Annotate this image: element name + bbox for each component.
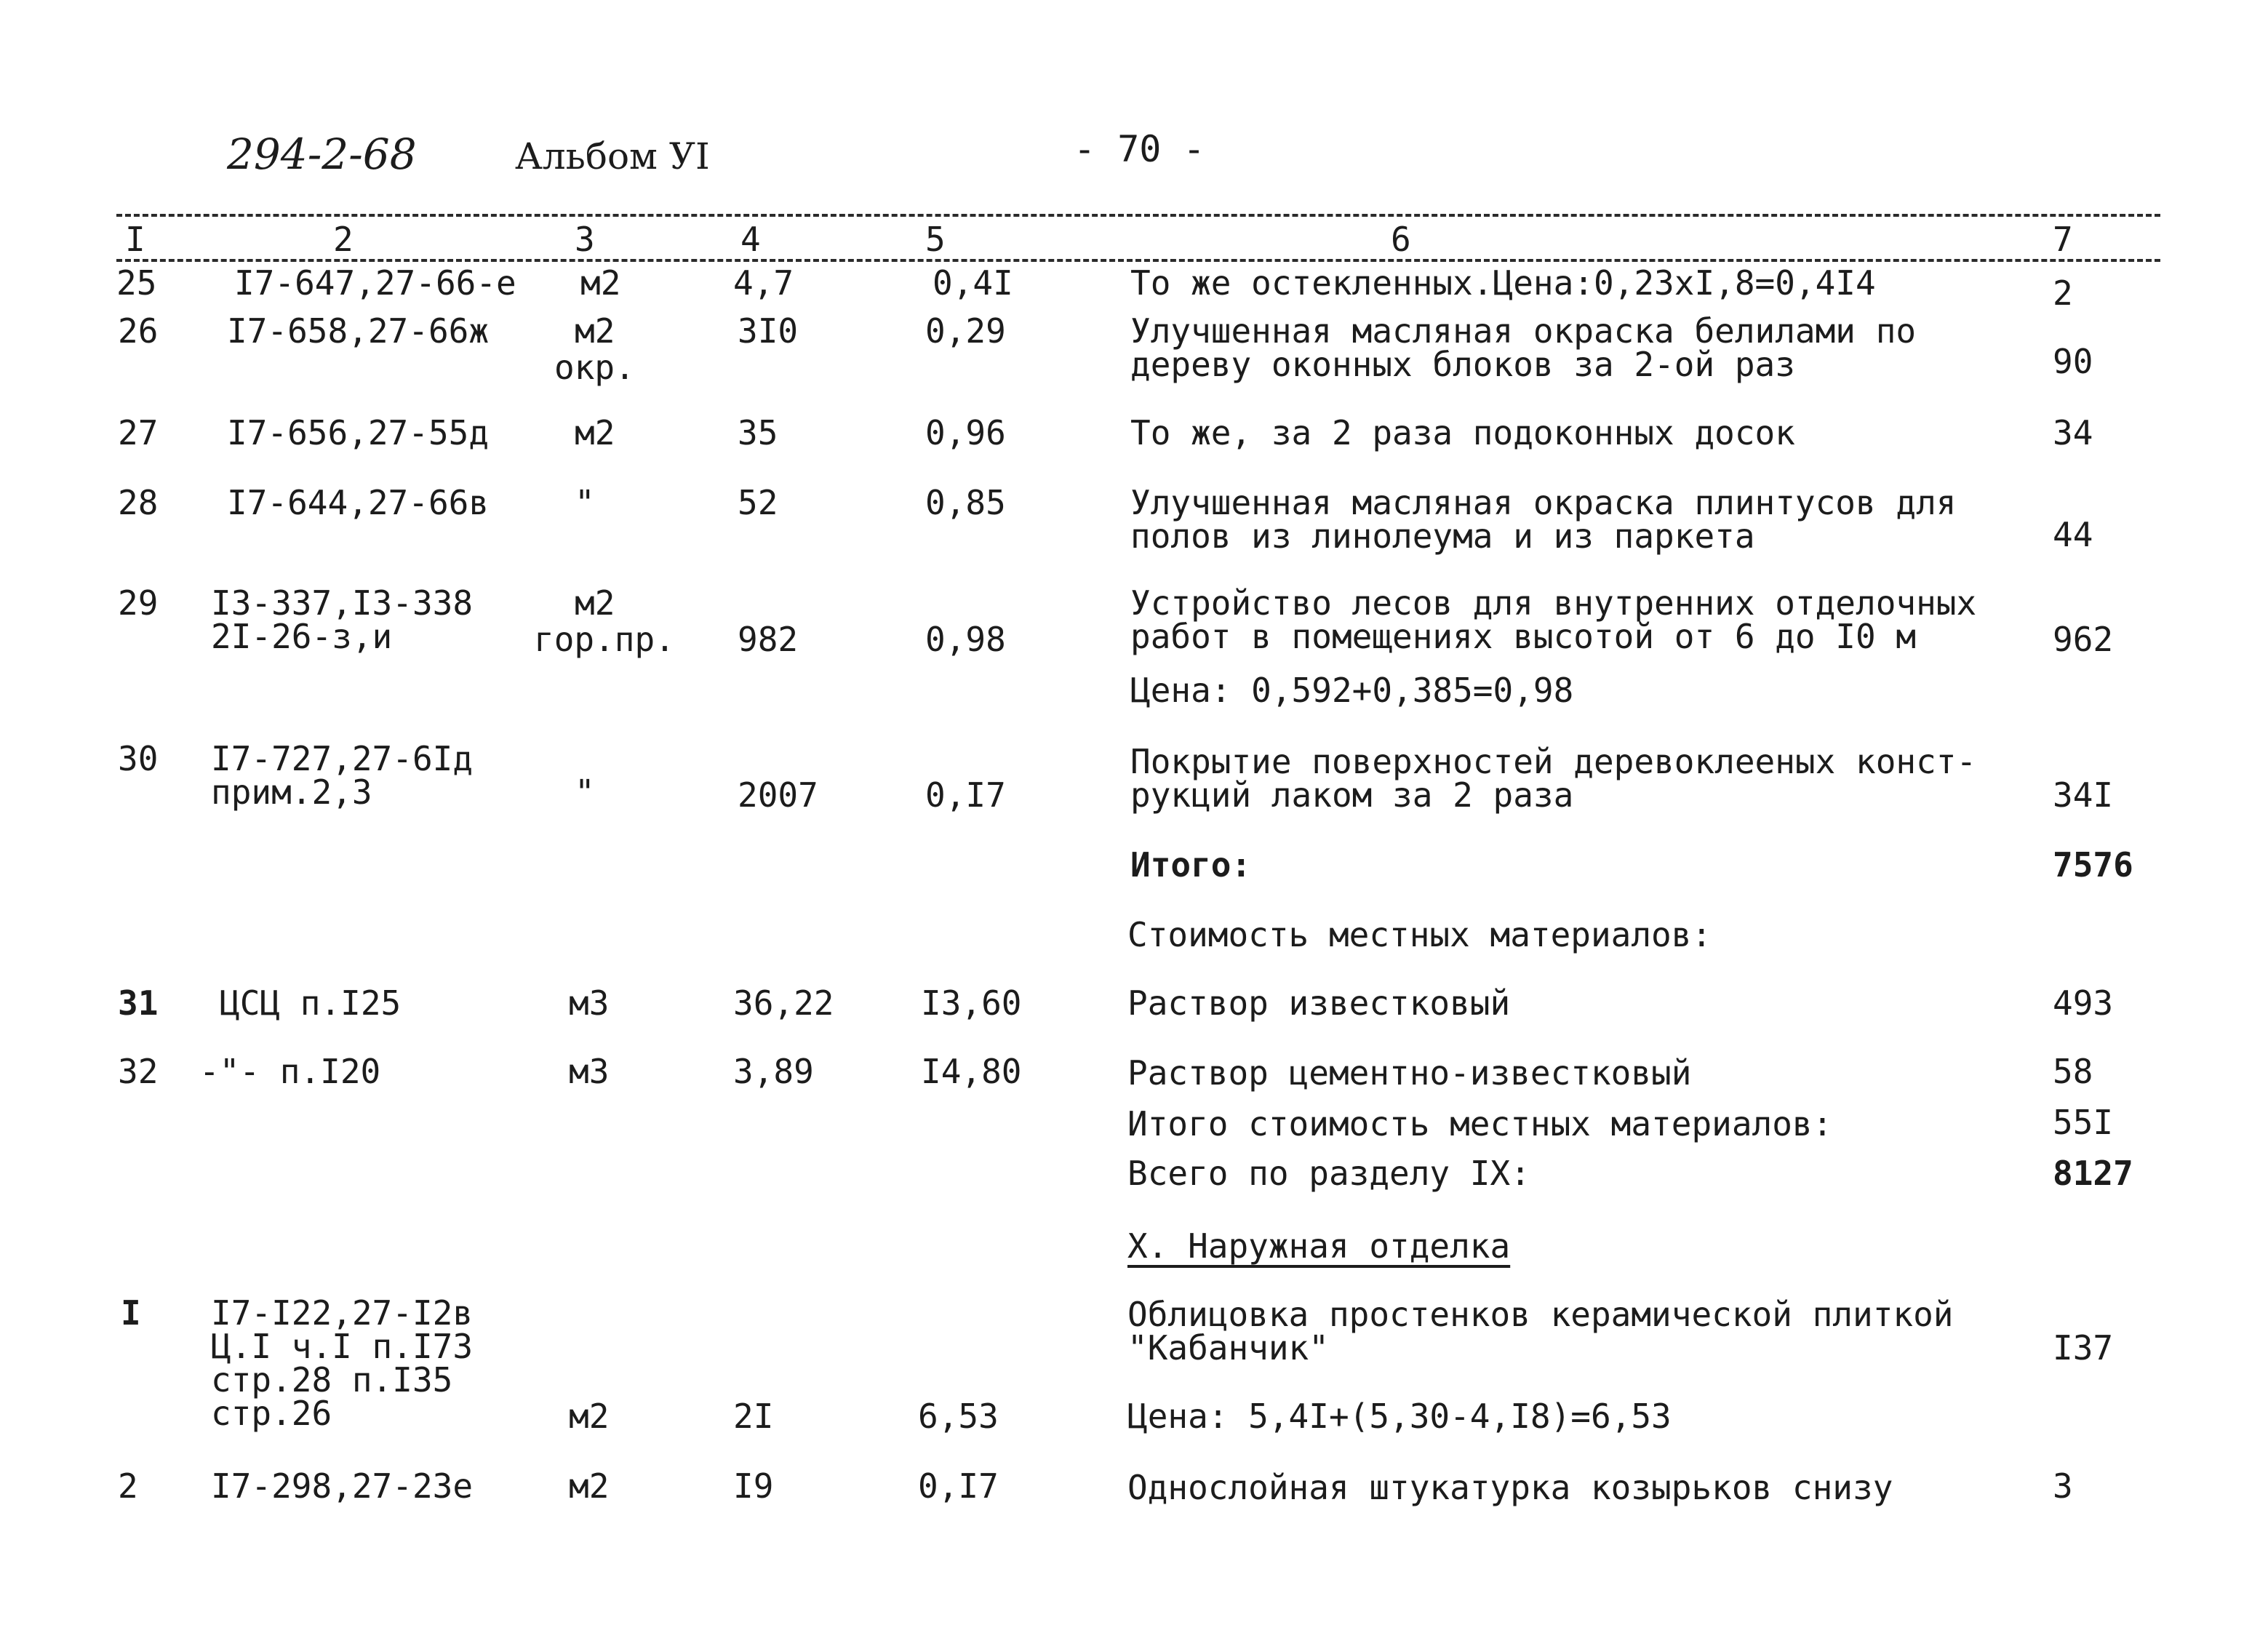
row-code: I7-298,27-23е xyxy=(211,1466,474,1506)
row-number: 31 xyxy=(118,983,159,1023)
row-unit-price: 0,4I xyxy=(933,263,1013,303)
row-unit-price: 0,96 xyxy=(925,413,1006,452)
row-description-line2: полов из линолеума и из паркета xyxy=(1130,516,1755,556)
row-code-line4: стр.26 xyxy=(211,1394,332,1433)
row-code: I7-I22,27-I2в xyxy=(211,1293,474,1333)
row-description-line2: рукций лаком за 2 раза xyxy=(1130,775,1574,815)
row-unit: м3 xyxy=(569,983,610,1023)
row-quantity: 2I xyxy=(733,1397,774,1436)
row-unit-price: 0,98 xyxy=(925,620,1006,659)
row-code: I7-647,27-66-e xyxy=(234,263,516,303)
row-description: Улучшенная масляная окраска белилами по xyxy=(1130,311,1917,351)
row-unit: м2 xyxy=(575,311,615,351)
row-total: 58 xyxy=(2053,1052,2093,1091)
row-unit-price: 6,53 xyxy=(918,1397,999,1436)
row-total: 962 xyxy=(2053,620,2114,659)
row-code-line2: Ц.I ч.I п.I73 xyxy=(211,1327,474,1366)
column-header-3: 3 xyxy=(575,220,595,259)
row-code: ЦСЦ п.I25 xyxy=(220,983,402,1023)
row-total: 90 xyxy=(2053,342,2093,381)
row-description: Однослойная штукатурка козырьков снизу xyxy=(1127,1468,1893,1507)
album-label: Альбом УI xyxy=(515,135,710,177)
row-unit: " xyxy=(575,772,595,812)
row-description-line2: работ в помещениях высотой от 6 до I0 м xyxy=(1130,617,1917,656)
row-quantity: 982 xyxy=(738,620,799,659)
row-quantity: 3I0 xyxy=(738,311,799,351)
row-code: -"- п.I20 xyxy=(199,1052,381,1091)
section-heading: X. Наружная отделка xyxy=(1127,1226,1511,1266)
row-number: 28 xyxy=(118,483,159,522)
row-unit-price: 0,85 xyxy=(925,483,1006,522)
column-header-7: 7 xyxy=(2053,220,2073,259)
row-unit: м2 xyxy=(580,263,621,303)
page-number: - 70 - xyxy=(1074,128,1205,170)
row-unit: м3 xyxy=(569,1052,610,1091)
row-unit-price: 0,I7 xyxy=(918,1466,999,1506)
column-header-6: 6 xyxy=(1391,220,1411,259)
row-quantity: 35 xyxy=(738,413,778,452)
row-total: 34I xyxy=(2053,775,2114,815)
row-quantity: 3,89 xyxy=(733,1052,814,1091)
row-code-line2: 2I-26-з,и xyxy=(211,617,393,656)
row-code-line3: стр.28 п.I35 xyxy=(211,1360,453,1400)
row-number: 29 xyxy=(118,583,159,623)
row-description: Раствор цементно-известковый xyxy=(1127,1053,1692,1093)
row-code: I7-727,27-6Iд xyxy=(211,739,474,778)
row-number: 27 xyxy=(118,413,159,452)
row-code: I3-337,I3-338 xyxy=(211,583,474,623)
row-unit: м2 xyxy=(569,1466,610,1506)
row-unit-price: 0,29 xyxy=(925,311,1006,351)
row-total: 493 xyxy=(2053,983,2114,1023)
subtotal-value: 7576 xyxy=(2053,845,2133,885)
row-description: Улучшенная масляная окраска плинтусов для xyxy=(1130,483,1957,522)
row-quantity: 4,7 xyxy=(733,263,794,303)
row-unit-line2: гор.пр. xyxy=(534,620,675,659)
local-materials-total-label: Итого стоимость местных материалов: xyxy=(1127,1104,1833,1143)
row-description: Облицовка простенков керамической плиткой xyxy=(1127,1295,1954,1334)
row-code: I7-656,27-55д xyxy=(227,413,490,452)
row-total: 44 xyxy=(2053,515,2093,554)
row-code-line2: прим.2,3 xyxy=(211,772,372,812)
column-header-5: 5 xyxy=(925,220,946,259)
row-description: Покрытие поверхностей деревоклееных конст- xyxy=(1130,742,1977,781)
row-description-price-note: Цена: 0,592+0,385=0,98 xyxy=(1130,671,1574,710)
row-description-price-note: Цена: 5,4I+(5,30-4,I8)=6,53 xyxy=(1127,1397,1672,1436)
row-unit: " xyxy=(575,483,595,522)
section-total-value: 8127 xyxy=(2053,1154,2133,1193)
row-number: 30 xyxy=(118,739,159,778)
header-rule-bottom xyxy=(116,259,2160,262)
local-materials-total-value: 55I xyxy=(2053,1103,2114,1142)
header-rule-top xyxy=(116,214,2160,217)
row-quantity: 36,22 xyxy=(733,983,834,1023)
row-description-line2: дереву оконных блоков за 2-ой раз xyxy=(1130,345,1795,384)
column-header-4: 4 xyxy=(740,220,761,259)
row-quantity: I9 xyxy=(733,1466,774,1506)
row-quantity: 2007 xyxy=(738,775,818,815)
doc-code-handwritten: 294-2-68 xyxy=(227,129,417,179)
subtotal-label: Итого: xyxy=(1130,845,1252,885)
row-code: I7-658,27-66ж xyxy=(227,311,490,351)
row-unit-price: I3,60 xyxy=(921,983,1022,1023)
row-code: I7-644,27-66в xyxy=(227,483,490,522)
row-unit-price: I4,80 xyxy=(921,1052,1022,1091)
row-description: Раствор известковый xyxy=(1127,983,1511,1023)
row-number: 32 xyxy=(118,1052,159,1091)
row-unit: м2 xyxy=(575,583,615,623)
row-unit: м2 xyxy=(575,413,615,452)
row-number: 2 xyxy=(118,1466,138,1506)
row-number: 25 xyxy=(116,263,157,303)
row-description: То же, за 2 раза подоконных досок xyxy=(1130,413,1795,452)
row-number: I xyxy=(121,1293,141,1333)
section-total-label: Всего по разделу IX: xyxy=(1127,1154,1530,1193)
column-header-2: 2 xyxy=(333,220,354,259)
row-description: То же остекленных.Цена:0,23хI,8=0,4I4 xyxy=(1130,263,1876,303)
row-total: 3 xyxy=(2053,1466,2073,1506)
row-total: I37 xyxy=(2053,1328,2114,1367)
row-unit-price: 0,I7 xyxy=(925,775,1006,815)
row-unit-line2: окр. xyxy=(554,348,635,387)
local-materials-title: Стоимость местных материалов: xyxy=(1127,915,1712,954)
row-unit: м2 xyxy=(569,1397,610,1436)
row-total: 2 xyxy=(2053,273,2073,313)
row-quantity: 52 xyxy=(738,483,778,522)
row-number: 26 xyxy=(118,311,159,351)
row-total: 34 xyxy=(2053,413,2093,452)
column-header-1: I xyxy=(125,220,145,259)
row-description: Устройство лесов для внутренних отделочных xyxy=(1130,583,1977,623)
row-description-line2: "Кабанчик" xyxy=(1127,1328,1329,1367)
